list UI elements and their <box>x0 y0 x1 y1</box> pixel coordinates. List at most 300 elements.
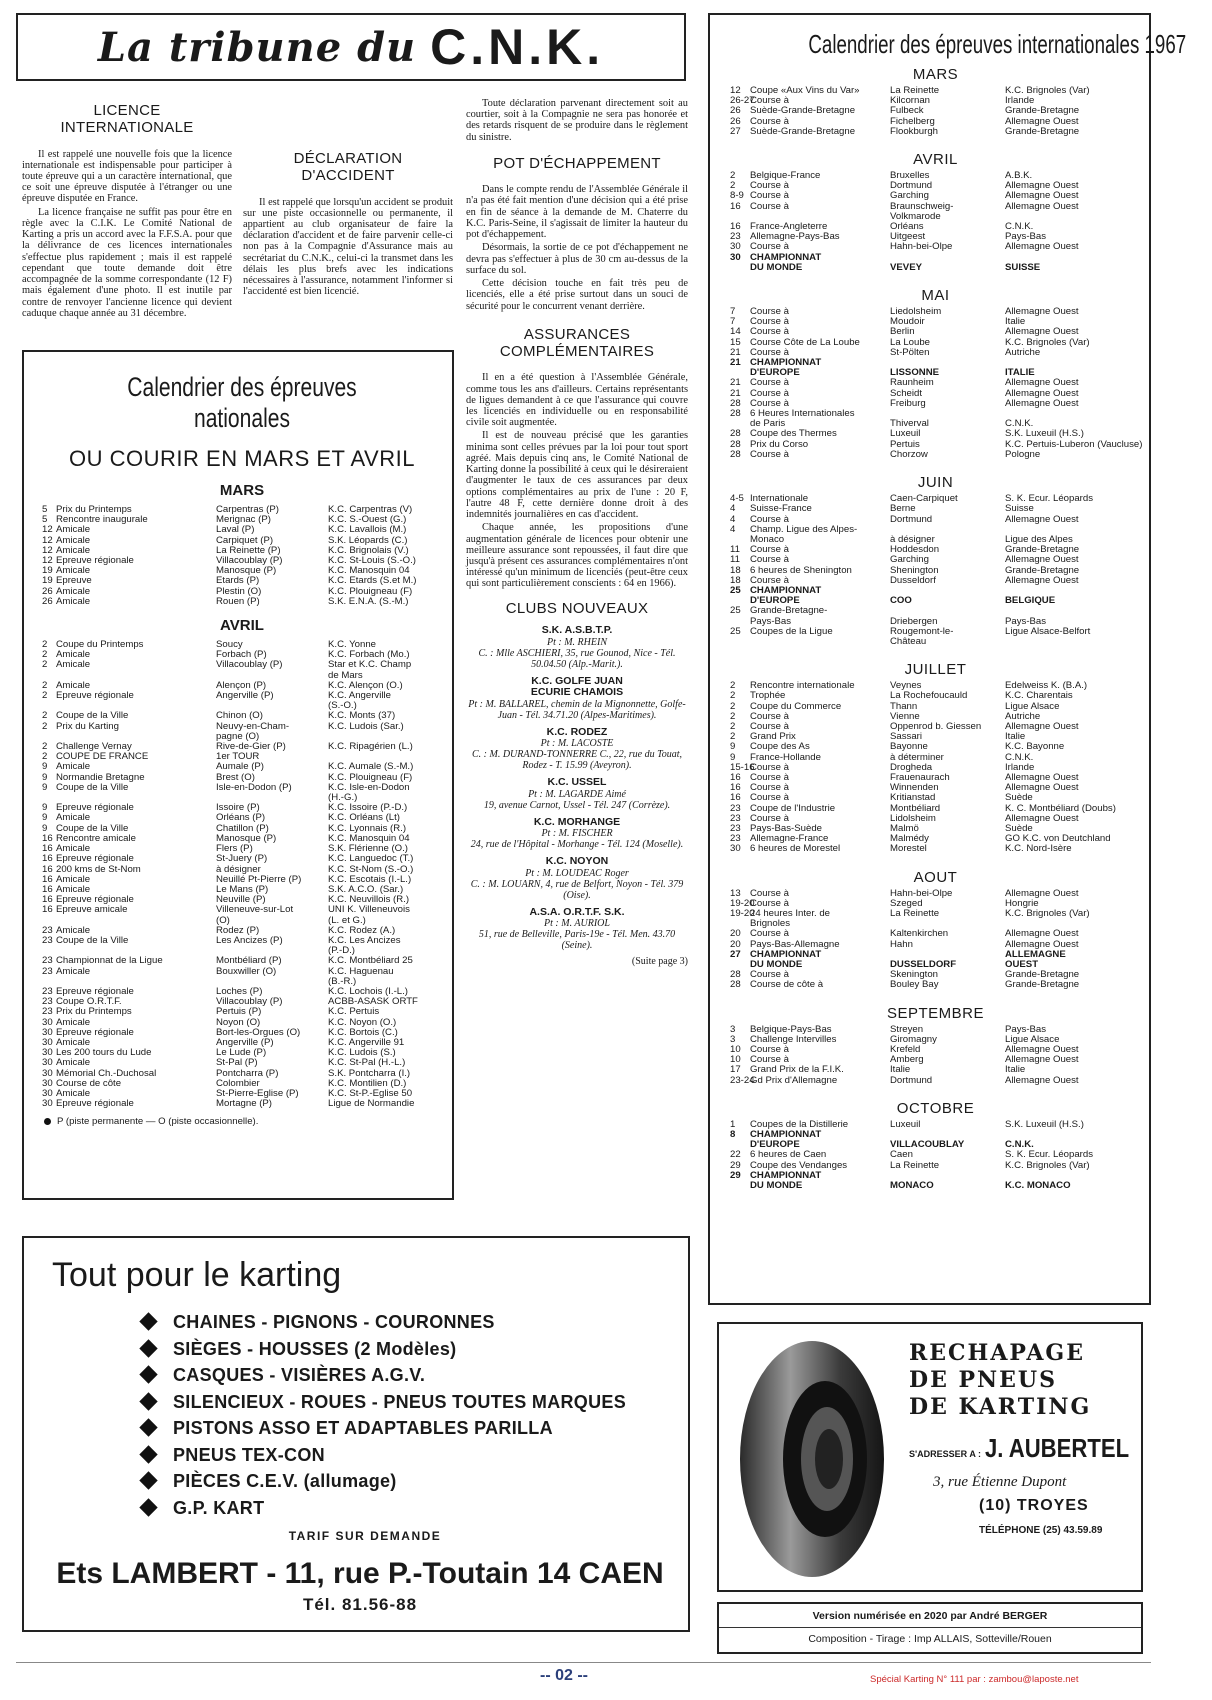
row-gap <box>730 855 1141 863</box>
event-place: Le Lude (P) <box>216 1047 267 1059</box>
event-day: 23 <box>42 996 53 1008</box>
ad-item <box>134 1389 668 1416</box>
event-place: Garching <box>890 554 929 566</box>
event-club: K.C. Neuvillois (R.) <box>328 894 410 906</box>
rechapage-line1: RECHAPAGE <box>909 1340 1085 1366</box>
event-place: Chorzow <box>890 448 928 460</box>
event-day: 8 <box>730 1129 736 1141</box>
event-place: Colombier <box>216 1077 260 1089</box>
event-country: Italie <box>1005 731 1026 743</box>
event-country: Grande-Bretagne <box>1005 979 1080 991</box>
event-country: K.C. Brignoles (Var) <box>1005 85 1090 96</box>
event-place: St-Pölten <box>890 346 930 358</box>
tire-illustration <box>727 1334 897 1584</box>
event-place: Merignac (P) <box>216 514 271 526</box>
event-name: Coupe du Commerce <box>750 700 842 712</box>
event-place: Hoddesdon <box>890 544 940 556</box>
ad-right-text <box>909 1340 1139 1536</box>
table-row <box>42 967 442 977</box>
event-day: 4 <box>730 503 736 515</box>
event-name: Prix du Printemps <box>56 504 132 515</box>
ad-item-label: CHAINES - PIGNONS - COURONNES <box>173 1312 495 1332</box>
event-name: Course à <box>750 377 789 389</box>
event-country: Ligue des Alpes <box>1005 533 1073 545</box>
event-name: Rencontre internationale <box>750 680 855 692</box>
event-place: Moudoir <box>890 316 925 328</box>
table-row <box>730 637 1141 647</box>
club-entry <box>466 856 688 901</box>
month-heading: MARS <box>912 66 959 83</box>
event-country: K. C. Montbéliard (Doubs) <box>1005 802 1116 814</box>
event-country: Italie <box>1005 1064 1026 1076</box>
event-place: Fichelberg <box>890 115 935 127</box>
event-place: Loches (P) <box>216 985 263 997</box>
event-name: Champ. Ligue des Alpes- <box>750 523 858 535</box>
event-place: St-Juery (P) <box>216 853 268 865</box>
event-day: 16 <box>730 792 741 804</box>
event-name: Course Côte de La Loube <box>750 336 860 348</box>
event-country: Ligue Alsace <box>1005 700 1060 712</box>
club-entry <box>466 727 688 772</box>
table-row <box>42 854 442 864</box>
national-subtitle: OU COURIR EN MARS ET AVRIL <box>69 446 415 471</box>
event-country <box>1005 637 1125 647</box>
event-day: 23 <box>730 231 741 243</box>
event-name: Course à <box>750 387 789 399</box>
event-day: 18 <box>730 574 741 586</box>
ad-item <box>134 1362 668 1389</box>
page-border-bottom <box>16 1662 1151 1663</box>
event-place: Thann <box>890 700 918 712</box>
event-country: Allemagne Ouest <box>1005 513 1079 525</box>
event-day: 12 <box>730 85 741 96</box>
event-place: Streyen <box>890 1023 924 1035</box>
event-place: Etards (P) <box>216 575 260 587</box>
event-place: Berlin <box>890 326 915 338</box>
event-country: Allemagne Ouest <box>1005 887 1079 899</box>
event-day: 16 <box>42 904 53 916</box>
event-place: Frauenaurach <box>890 771 950 783</box>
event-day: 16 <box>730 221 741 233</box>
event-country: S.K. Luxeuil (H.S.) <box>1005 428 1084 440</box>
event-day: 28 <box>730 438 741 450</box>
event-day: 2 <box>42 741 48 753</box>
event-place: Carpiquet (P) <box>216 534 274 546</box>
event-day: 7 <box>730 306 736 318</box>
page-title <box>18 15 684 79</box>
event-place: Rive-de-Gier (P) <box>216 741 286 753</box>
event-place: Angerville (P) <box>216 1036 274 1048</box>
clubs-title: CLUBS NOUVEAUX <box>505 599 649 617</box>
event-name: 6 heures de Shenington <box>750 564 852 576</box>
club-entry <box>466 676 688 721</box>
event-place: St-Pal (P) <box>216 1057 258 1069</box>
event-place: Hahn-bei-Olpe <box>890 887 953 899</box>
event-name: Course à <box>750 782 789 794</box>
event-place: Bouley Bay <box>890 979 939 991</box>
table-row <box>730 525 1141 535</box>
club-name: K.C. MORHANGE <box>533 815 621 828</box>
table-row <box>42 1099 442 1109</box>
event-name: Internationale <box>750 493 809 505</box>
event-day: 2 <box>730 710 736 722</box>
event-club: de Mars <box>328 669 363 681</box>
event-name: DU MONDE <box>750 959 803 971</box>
event-name: Pays-Bas-Suède <box>750 822 822 834</box>
aubertel-tel: TÉLÉPHONE (25) 43.59.89 <box>979 1525 1103 1536</box>
event-place: Caen <box>890 1149 913 1161</box>
event-country: Allemagne Ouest <box>1005 115 1079 127</box>
event-day: 28 <box>730 428 741 440</box>
row-gap <box>730 137 1141 145</box>
event-country: C.N.K. <box>1005 751 1034 763</box>
event-country: A.B.K. <box>1005 170 1033 182</box>
ad-item <box>134 1309 668 1336</box>
event-place: Villacoublay (P) <box>216 555 283 567</box>
event-country: Suède <box>1005 792 1033 804</box>
event-name: Amicale <box>56 873 91 885</box>
event-day: 22 <box>730 1149 741 1161</box>
event-day: 30 <box>42 1087 53 1099</box>
event-name: Coupes de la Distillerie <box>750 1118 849 1130</box>
event-name: Amicale <box>56 883 91 895</box>
event-place: Forbach (P) <box>216 649 267 661</box>
event-name: Course à <box>750 887 789 899</box>
event-club: K.C. Pertuis <box>328 1006 380 1018</box>
event-place: Angerville (P) <box>216 690 274 702</box>
event-club: K.C. Bortois (C.) <box>328 1026 398 1038</box>
event-place: Rouen (P) <box>216 595 260 607</box>
event-place: Chinon (O) <box>216 710 263 722</box>
club-entry <box>466 817 688 851</box>
event-place: La Reinette (P) <box>216 544 281 556</box>
diamond-icon <box>139 1471 157 1489</box>
footer-credit: Spécial Karting N° 111 par : zambou@laposte.net <box>870 1674 1079 1685</box>
event-day: 19 <box>42 565 53 577</box>
club-name: K.C. USSEL <box>547 776 607 789</box>
ad-item <box>134 1495 668 1522</box>
event-country: Allemagne Ouest <box>1005 938 1079 950</box>
event-country: C.N.K. <box>1005 221 1034 233</box>
club-entry <box>466 777 688 811</box>
event-day: 28 <box>730 969 741 981</box>
event-country: K.C. Charentais <box>1005 690 1073 702</box>
event-name: Course à <box>750 792 789 804</box>
event-day: 30 <box>42 1026 53 1038</box>
event-name: D'EUROPE <box>750 1139 800 1151</box>
event-place: COO <box>890 595 912 607</box>
event-name: Brignoles <box>750 918 790 930</box>
event-place: Neuillé Pt-Pierre (P) <box>216 873 302 885</box>
event-place: La Rochefoucauld <box>890 690 968 702</box>
event-club: K.C. St-P.-Eglise 50 <box>328 1087 413 1099</box>
event-day: 30 <box>42 1067 53 1079</box>
event-name: DU MONDE <box>750 261 803 273</box>
event-day: 23 <box>42 965 53 977</box>
event-place: Scheidt <box>890 387 922 399</box>
event-place: Dortmund <box>890 513 933 525</box>
event-day: 12 <box>42 534 53 546</box>
event-place: Garching <box>890 190 929 202</box>
event-place: Drogheda <box>890 761 933 773</box>
event-country: K.C. Brignoles (Var) <box>1005 908 1090 919</box>
event-day: 4-5 <box>730 493 744 505</box>
event-club: S.K. Léopards (C.) <box>328 534 408 546</box>
page-number: -- 02 -- <box>540 1667 588 1684</box>
event-club: S.K. Pontcharra (I.) <box>328 1067 411 1079</box>
event-place: (O) <box>216 914 230 926</box>
event-day: 2 <box>42 679 48 691</box>
ad-item-label: PIÈCES C.E.V. (allumage) <box>173 1471 397 1491</box>
event-place: Le Mans (P) <box>216 883 269 895</box>
event-name: Championnat de la Ligue <box>56 955 163 967</box>
event-place: Mortagne (P) <box>216 1098 272 1110</box>
event-place: Kaltenkirchen <box>890 928 949 940</box>
event-place: Château <box>890 635 927 647</box>
table-row <box>730 702 1141 712</box>
event-place: Issoire (P) <box>216 802 260 814</box>
event-name: Course à <box>750 1054 789 1066</box>
event-country: Suède <box>1005 822 1033 834</box>
event-place: VEVEY <box>890 261 922 273</box>
table-row <box>730 1076 1141 1086</box>
event-place: Italie <box>890 1064 911 1076</box>
table-row <box>730 1035 1141 1045</box>
event-country: Irlande <box>1005 761 1035 773</box>
legend-text: P (piste permanente — O (piste occasionnelle). <box>57 1116 259 1128</box>
event-name: Course à <box>750 115 789 127</box>
event-place: Manosque (P) <box>216 565 277 577</box>
event-country: Allemagne Ouest <box>1005 812 1079 824</box>
event-day: 13 <box>730 887 741 899</box>
event-country: Edelweiss K. (B.A.) <box>1005 680 1088 692</box>
event-day: 23 <box>730 833 741 845</box>
club-address: C. : Mlle ASCHIERI, 35, rue Gounod, Nice - Tél. 50.04.50 (Alp.-Marit.). <box>478 647 676 670</box>
event-name: CHAMPIONNAT <box>750 584 822 596</box>
event-name: Gd Prix d'Allemagne <box>750 1074 838 1086</box>
event-day: 2 <box>730 170 736 182</box>
event-day: 16 <box>42 843 53 855</box>
event-place: Veynes <box>890 680 922 692</box>
table-row <box>730 263 1141 273</box>
event-place: Raunheim <box>890 377 934 389</box>
event-place: Caen-Carpiquet <box>890 493 958 505</box>
row-gap <box>730 991 1141 999</box>
event-day: 25 <box>730 625 741 637</box>
event-club: K.C. Manosquin 04 <box>328 832 410 844</box>
club-name: K.C. GOLFE JUAN ECURIE CHAMOIS <box>530 674 624 699</box>
event-country: Grande-Bretagne <box>1005 564 1080 576</box>
event-day: 4 <box>730 513 736 525</box>
row-gap <box>730 647 1141 655</box>
aubertel-prefix: S'ADRESSER A : <box>909 1449 981 1459</box>
event-place: Chatillon (P) <box>216 822 269 834</box>
event-name: Prix du Corso <box>750 438 809 450</box>
event-name: Suède-Grande-Bretagne <box>750 105 856 117</box>
event-day: 29 <box>730 1159 741 1171</box>
event-place: LISSONNE <box>890 367 940 379</box>
event-name: Amicale <box>56 524 91 536</box>
event-club: K.C. Carpentras (V) <box>328 504 413 515</box>
event-day: 16 <box>730 771 741 783</box>
clubs-list <box>466 625 688 951</box>
rechapage-line3: DE KARTING <box>909 1394 1092 1420</box>
event-club: K.C. Ludois (S.) <box>328 1047 396 1059</box>
event-day: 17 <box>730 1064 741 1076</box>
event-name: Grand Prix de la F.I.K. <box>750 1064 844 1076</box>
month-heading: MARS <box>219 482 265 499</box>
event-place: Morestel <box>890 843 927 855</box>
event-club: (B.-R.) <box>328 975 357 987</box>
event-place: Liedolsheim <box>890 306 942 318</box>
event-country: ALLEMAGNE <box>1005 948 1066 960</box>
event-place: Freiburg <box>890 397 926 409</box>
event-day: 21 <box>730 387 741 399</box>
event-place: Plestin (O) <box>216 585 262 597</box>
event-day: 5 <box>42 504 48 515</box>
event-day: 20 <box>730 938 741 950</box>
event-name: Epreuve régionale <box>56 690 134 702</box>
event-country: GO K.C. von Deutchland <box>1005 833 1111 845</box>
event-name: Allemagne-France <box>750 833 829 845</box>
event-country: Grande-Bretagne <box>1005 105 1080 117</box>
assurances-p1: Il en a été question à l'Assemblée Générale, comme tous les ans d'ailleurs. Certains représentants de ligues demandent à ce que l'assurance qui couvre les licenciés en individuelle ou en responsabilité civile soit augmentée. <box>466 372 688 429</box>
event-name: CHAMPIONNAT <box>750 357 822 369</box>
rechapage-line2: DE PNEUS <box>909 1367 1057 1393</box>
licence-p1: Il est rappelé une nouvelle fois que la licence internationale est indispensable pour participer à toute épreuve qui a un caractère international, que ce soit une épreuve disputée à l'étranger ou une épreuve disputée en France. <box>22 148 232 205</box>
event-place: Amberg <box>890 1054 924 1066</box>
event-day: 30 <box>730 251 741 263</box>
event-day: 25 <box>730 605 741 617</box>
article-pot <box>466 98 688 968</box>
event-country: Allemagne Ouest <box>1005 554 1079 566</box>
event-place: Hahn-bei-Olpe <box>890 241 953 253</box>
event-club: K.C. Escotais (I.-L.) <box>328 873 412 885</box>
club-name: K.C. NOYON <box>545 855 609 868</box>
event-name: Course à <box>750 761 789 773</box>
event-place: Shenington <box>890 564 939 576</box>
event-day: 2 <box>730 180 736 192</box>
event-day: 2 <box>42 720 48 732</box>
event-country: K.C. Brignoles (Var) <box>1005 336 1090 348</box>
event-day: 28 <box>730 408 741 420</box>
club-president: Pt : M. FISCHER <box>541 828 613 840</box>
event-place: VILLACOUBLAY <box>890 1139 965 1151</box>
event-name: Mémorial Ch.-Duchosal <box>56 1067 157 1079</box>
club-president: Pt : M. RHEIN <box>547 636 607 648</box>
event-place: Montbéliard <box>890 802 941 814</box>
event-name: Coupe de l'Industrie <box>750 802 836 814</box>
ad-item <box>134 1415 668 1442</box>
event-day: 2 <box>730 731 736 743</box>
event-name: D'EUROPE <box>750 367 800 379</box>
event-club: (L. et G.) <box>328 914 366 926</box>
event-country: Grande-Bretagne <box>1005 969 1080 981</box>
event-place: Orléans (P) <box>216 812 266 824</box>
event-place: Luxeuil <box>890 428 921 440</box>
club-entry <box>466 907 688 952</box>
event-day: 25 <box>730 584 741 596</box>
event-day: 23 <box>42 924 53 936</box>
event-place: Bruxelles <box>890 170 930 182</box>
event-club: K.C. Manosquin 04 <box>328 565 410 577</box>
event-place: Driebergen <box>890 615 938 627</box>
event-name: Epreuve régionale <box>56 985 134 997</box>
event-club: K.C. Brignolais (V.) <box>328 544 409 556</box>
event-place <box>890 606 1005 616</box>
event-country: C.N.K. <box>1005 1139 1034 1151</box>
event-place: Les Ancizes (P) <box>216 934 283 946</box>
event-day: 28 <box>730 397 741 409</box>
ad-item <box>134 1468 668 1495</box>
event-place: Oppenrod b. Giessen <box>890 720 982 732</box>
diamond-icon <box>139 1365 157 1383</box>
event-name: Epreuve amicale <box>56 904 128 916</box>
event-country: Allemagne Ouest <box>1005 574 1079 586</box>
event-name: Normandie Bretagne <box>56 771 145 783</box>
event-place: Villeneuve-sur-Lot <box>216 904 294 916</box>
event-place: Villacoublay (P) <box>216 996 283 1008</box>
table-row <box>730 555 1141 565</box>
event-country: Allemagne Ouest <box>1005 200 1079 212</box>
event-day: 9 <box>730 741 736 753</box>
event-name: Course à <box>750 513 789 525</box>
credits-box <box>717 1602 1143 1654</box>
event-day: 2 <box>42 659 48 671</box>
event-name: Coupe des As <box>750 741 810 753</box>
table-row <box>730 338 1141 348</box>
pot-p3: Cette décision touche en fait très peu de licenciés, elle a été prise surtout dans un souci de sécurité pour le concurrent venant derrière. <box>466 278 688 312</box>
event-country: Ligue Alsace <box>1005 1033 1060 1045</box>
event-name: Coupes de la Ligue <box>750 625 833 637</box>
assurances-p3: Chaque année, les propositions d'une augmentation générale de licences pour obtenir une meilleure assurance sont repoussées, il faut dire que jusqu'à présent ces assurances complémentaires n'ont intéressé qu'un minimum de licenciés (peut-être ceux qui sont particulièrement conscients : 64 en 1966). <box>466 522 688 590</box>
title-cnk: C.N.K. <box>430 19 605 75</box>
row-gap <box>730 1191 1141 1199</box>
event-club: UNI K. Villeneuvois <box>328 904 410 916</box>
event-place: Skenington <box>890 969 939 981</box>
event-country: Pologne <box>1005 448 1041 460</box>
event-country: Hongrie <box>1005 897 1039 909</box>
event-club: K.C. St-Nom (S.-O.) <box>328 863 414 875</box>
event-club: K.C. S.-Ouest (G.) <box>328 514 407 526</box>
event-name: France-Angleterre <box>750 221 828 233</box>
event-name: Epreuve régionale <box>56 894 134 906</box>
event-day: 30 <box>42 1098 53 1110</box>
event-day: 11 <box>730 554 740 566</box>
event-place: Dusseldorf <box>890 574 936 586</box>
ad-item-label: PNEUS TEX-CON <box>173 1444 325 1465</box>
table-row <box>730 1045 1141 1055</box>
event-name: Epreuve régionale <box>56 555 134 567</box>
event-club: K.C. Isle-en-Dodon <box>328 781 410 793</box>
event-day: 2 <box>42 751 48 763</box>
event-name: Amicale <box>56 924 91 936</box>
ad-item <box>134 1442 668 1469</box>
national-months <box>42 482 442 1109</box>
event-day: 26 <box>42 595 53 607</box>
club-address: Pt : M. BALLAREL, chemin de la Mignonnette, Golfe-Juan - Tél. 34.71.20 (Alpes-Maritimes). <box>468 698 686 721</box>
month-heading: AVRIL <box>913 151 958 169</box>
event-club: K.C. Plouigneau (F) <box>328 771 413 783</box>
pot-title: POT D'ÉCHAPPEMENT <box>493 154 661 172</box>
event-place: Orléans <box>890 221 924 233</box>
table-row <box>730 980 1141 990</box>
event-name: 6 Heures Internationales <box>750 408 855 420</box>
event-club: K.C. Orléans (Lt) <box>328 812 400 824</box>
national-calendar <box>22 350 454 1200</box>
table-row <box>42 691 442 701</box>
national-title: Calendrier des épreuves nationales <box>127 372 357 433</box>
